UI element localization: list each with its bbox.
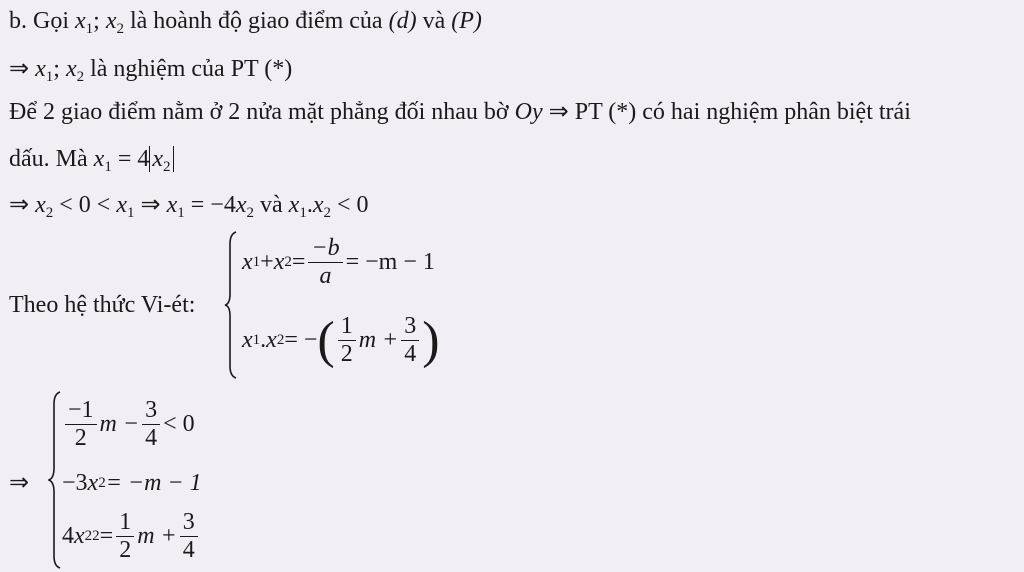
implies-arrow: ⇒ — [9, 56, 36, 82]
text: là hoành độ giao điểm của — [123, 8, 389, 34]
text: ⇒ — [134, 192, 167, 218]
text: là nghiệm của PT (*) — [84, 56, 293, 82]
text: 4 — [62, 523, 74, 550]
line-2: ⇒ $x_1$; $x_2$ là nghiệm của PT (*) — [9, 56, 293, 85]
implies-arrow: ⇒ — [9, 192, 36, 218]
line-3 — [9, 97, 911, 127]
text: −3 — [62, 470, 88, 496]
fraction: $\frac{3}{4}$ — [401, 314, 419, 367]
text: < 0 < — [53, 192, 117, 218]
text: m + — [137, 523, 177, 550]
left-brace-icon — [224, 230, 238, 380]
line-4: dấu. Mà $x_1 = 4$ $x_2$ — [9, 144, 174, 182]
text: và — [254, 192, 289, 218]
text: < 0 — [163, 411, 195, 438]
vieta-label: Theo hệ thức Vi-ét: — [9, 292, 196, 318]
var: x — [93, 146, 105, 172]
left-brace-icon — [48, 390, 62, 570]
fraction: $\frac{-1}{2}$ — [65, 398, 97, 451]
fraction: $\frac{-b}{a}$ — [308, 236, 342, 289]
text: ; — [53, 56, 66, 82]
var: x — [75, 8, 86, 34]
text: + — [260, 249, 274, 276]
fraction: $\frac{3}{4}$ — [180, 510, 198, 563]
var: x — [35, 56, 46, 82]
text: m + — [358, 327, 399, 354]
var: (P) — [451, 8, 482, 34]
fraction: $\frac{3}{4}$ — [142, 398, 160, 451]
text: và — [416, 8, 452, 34]
vieta-row-1: x 1 + x 2 = $\frac{-b}{a}$ = −m − 1 — [242, 235, 435, 290]
var: Oy — [514, 99, 543, 125]
text: m − — [99, 411, 140, 438]
line-1: b. Gọi $x_1$; $x_2$ là hoành độ giao điểm của (d) và (P) — [9, 8, 482, 37]
text: ; — [93, 8, 106, 34]
var: x — [105, 8, 117, 34]
text: = — [291, 249, 306, 276]
vieta-row-2: x 1 . x 2 = − ( $\frac{1}{2}$ m + $\frac{3}{4}$ ) — [242, 311, 440, 369]
line-5: ⇒ $x_2 < 0 < x_1$ ⇒ $x_1 = -4x_2$ và $x_1.x_2 < 0$ — [9, 192, 369, 221]
text: = − — [284, 327, 318, 354]
text: = −4 — [184, 192, 236, 218]
text: ⇒ PT (*) có hai nghiệm phân biệt trái — [542, 99, 911, 125]
system-arrow: ⇒ — [9, 470, 30, 496]
fraction: $\frac{1}{2}$ — [116, 510, 134, 563]
fraction: $\frac{1}{2}$ — [338, 314, 356, 367]
text: b. Gọi — [9, 8, 75, 34]
text: = −m − 1 — [105, 470, 202, 496]
var: (d) — [388, 8, 417, 34]
text: . — [260, 327, 267, 354]
system-row-1 — [62, 398, 195, 451]
text: < 0 — [330, 192, 369, 218]
system-row-3: 4 x 2 2 = $\frac{1}{2}$ m + $\frac{3}{4}$ — [62, 510, 201, 563]
var: x — [152, 146, 164, 172]
text: = −m − 1 — [345, 249, 435, 276]
text: Để 2 giao điểm nằm ở 2 nửa mặt phẳng đối nhau bờ — [9, 99, 515, 125]
system-row-2: −3 x 2 = −m − 1 — [62, 470, 202, 496]
text: = 4 — [111, 146, 150, 172]
text: = — [99, 523, 114, 550]
var: x — [65, 56, 77, 82]
text: dấu. Mà — [9, 146, 94, 172]
